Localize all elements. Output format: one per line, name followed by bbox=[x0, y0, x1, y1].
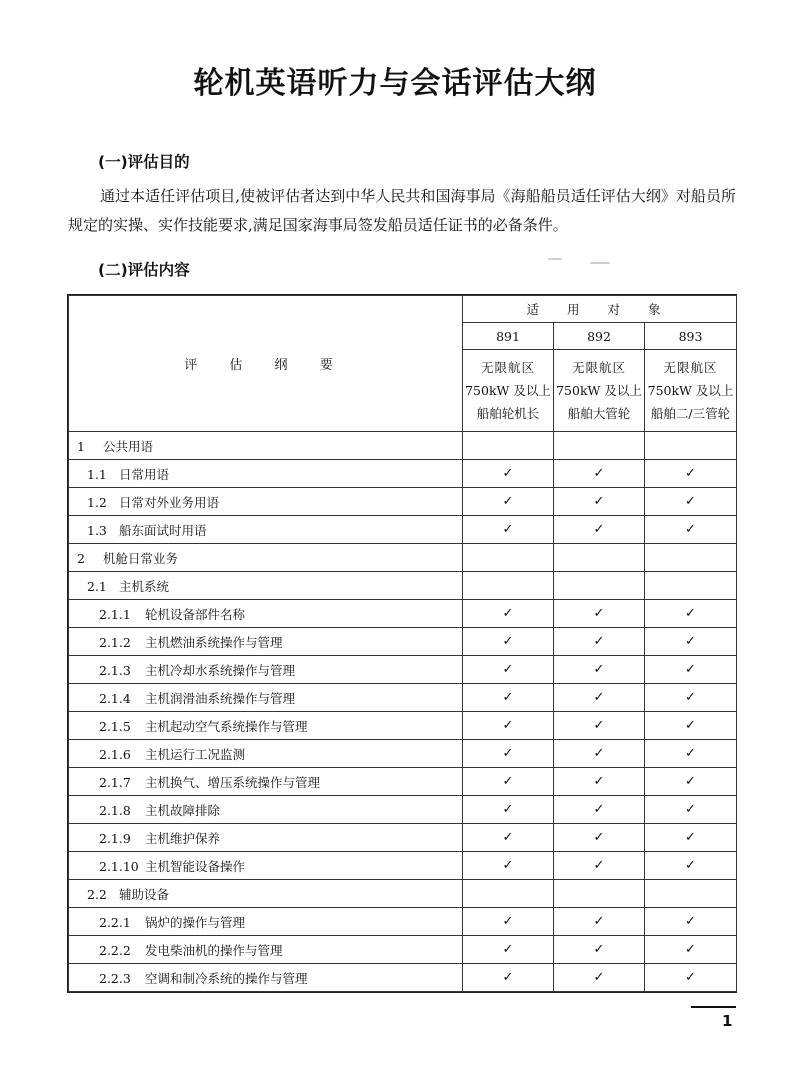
desc-line: 无限航区 bbox=[480, 360, 535, 375]
check-mark-icon: ✓ bbox=[685, 970, 696, 985]
outline-item-number: 2.1.7 bbox=[99, 774, 131, 790]
check-cell-891 bbox=[463, 908, 554, 936]
check-mark-icon: ✓ bbox=[502, 830, 514, 845]
check-cell-892 bbox=[554, 544, 645, 572]
outline-item-label: 发电柴油机的操作与管理 bbox=[145, 942, 283, 958]
check-mark-icon: ✓ bbox=[685, 662, 696, 677]
check-mark-icon: ✓ bbox=[593, 942, 605, 957]
check-mark-icon: ✓ bbox=[685, 522, 696, 537]
check-mark-icon: ✓ bbox=[502, 522, 514, 537]
table-row bbox=[69, 936, 737, 964]
check-cell-892 bbox=[554, 852, 645, 880]
outline-item bbox=[69, 880, 463, 908]
check-cell-893 bbox=[645, 460, 737, 488]
outline-item-number: 2.2 bbox=[87, 886, 107, 902]
check-cell-892 bbox=[554, 628, 645, 656]
check-cell-891 bbox=[463, 712, 554, 740]
check-cell-891 bbox=[463, 516, 554, 544]
check-cell-891 bbox=[463, 572, 554, 600]
check-cell-892 bbox=[554, 460, 645, 488]
check-mark-icon: ✓ bbox=[502, 858, 514, 873]
check-mark-icon: ✓ bbox=[502, 606, 514, 621]
outline-item-number: 1.3 bbox=[87, 522, 107, 538]
check-cell-891 bbox=[463, 852, 554, 880]
outline-item-number: 2.2.1 bbox=[99, 914, 131, 930]
check-cell-893 bbox=[645, 936, 737, 964]
outline-item bbox=[69, 908, 463, 936]
check-cell-891 bbox=[463, 936, 554, 964]
table-row bbox=[69, 628, 737, 656]
desc-line: 无限航区 bbox=[663, 360, 718, 375]
check-cell-892 bbox=[554, 796, 645, 824]
table-row bbox=[69, 712, 737, 740]
check-mark-icon: ✓ bbox=[502, 802, 514, 817]
check-cell-892 bbox=[554, 964, 645, 992]
check-cell-891 bbox=[463, 964, 554, 992]
table-row bbox=[69, 432, 737, 460]
section-heading-purpose: (一)评估目的 bbox=[98, 153, 190, 171]
table-row bbox=[69, 600, 737, 628]
check-mark-icon: ✓ bbox=[502, 942, 514, 957]
check-cell-893 bbox=[645, 712, 737, 740]
outline-item bbox=[69, 628, 463, 656]
check-mark-icon: ✓ bbox=[685, 802, 696, 817]
check-cell-893 bbox=[645, 964, 737, 992]
outline-item-label: 主机换气、增压系统操作与管理 bbox=[145, 774, 321, 790]
check-mark-icon: ✓ bbox=[593, 802, 605, 817]
table-body bbox=[69, 432, 737, 992]
column-code-893: 893 bbox=[645, 323, 737, 350]
check-cell-893 bbox=[645, 824, 737, 852]
outline-item-number: 1.1 bbox=[87, 466, 107, 482]
table-row bbox=[69, 852, 737, 880]
outline-item-number: 2.1.4 bbox=[99, 690, 131, 706]
check-mark-icon: ✓ bbox=[685, 774, 696, 789]
desc-line: 船舶轮机长 bbox=[476, 406, 540, 421]
column-desc-893 bbox=[645, 350, 737, 432]
check-cell-891 bbox=[463, 488, 554, 516]
outline-item-label: 主机运行工况监测 bbox=[145, 746, 246, 762]
outline-item bbox=[69, 936, 463, 964]
check-mark-icon: ✓ bbox=[685, 690, 696, 705]
outline-item bbox=[69, 460, 463, 488]
check-mark-icon: ✓ bbox=[502, 690, 514, 705]
outline-item-label: 公共用语 bbox=[103, 438, 154, 454]
outline-item bbox=[69, 768, 463, 796]
check-cell-893 bbox=[645, 768, 737, 796]
scan-speck bbox=[590, 262, 610, 264]
check-cell-893 bbox=[645, 488, 737, 516]
outline-item bbox=[69, 432, 463, 460]
outline-item-number: 2.1.3 bbox=[99, 662, 131, 678]
check-cell-892 bbox=[554, 572, 645, 600]
outline-item bbox=[69, 964, 463, 992]
check-mark-icon: ✓ bbox=[685, 830, 696, 845]
check-cell-891 bbox=[463, 684, 554, 712]
check-mark-icon: ✓ bbox=[685, 634, 696, 649]
check-cell-893 bbox=[645, 432, 737, 460]
outline-item-label: 锅炉的操作与管理 bbox=[145, 914, 246, 930]
check-mark-icon: ✓ bbox=[685, 914, 696, 929]
check-mark-icon: ✓ bbox=[593, 606, 605, 621]
check-cell-892 bbox=[554, 936, 645, 964]
outline-item-number: 2.1.5 bbox=[99, 718, 131, 734]
check-mark-icon: ✓ bbox=[685, 606, 696, 621]
check-cell-891 bbox=[463, 768, 554, 796]
applicable-header: 适 用 对 象 bbox=[463, 296, 737, 323]
check-cell-891 bbox=[463, 600, 554, 628]
outline-item-number: 2.1.6 bbox=[99, 746, 131, 762]
table-row bbox=[69, 460, 737, 488]
outline-item-label: 机舱日常业务 bbox=[103, 550, 179, 566]
check-cell-892 bbox=[554, 432, 645, 460]
table-row bbox=[69, 488, 737, 516]
check-cell-893 bbox=[645, 628, 737, 656]
check-mark-icon: ✓ bbox=[685, 718, 696, 733]
check-cell-893 bbox=[645, 656, 737, 684]
outline-item-label: 辅助设备 bbox=[119, 886, 170, 902]
check-cell-893 bbox=[645, 852, 737, 880]
desc-line: 750kW 及以上 bbox=[647, 383, 734, 398]
desc-line: 船舶二/三管轮 bbox=[650, 406, 731, 421]
outline-item-label: 主机系统 bbox=[119, 578, 170, 594]
check-cell-892 bbox=[554, 740, 645, 768]
check-cell-893 bbox=[645, 684, 737, 712]
check-cell-893 bbox=[645, 740, 737, 768]
table-row bbox=[69, 572, 737, 600]
check-cell-892 bbox=[554, 656, 645, 684]
outline-item-label: 主机起动空气系统操作与管理 bbox=[145, 718, 308, 734]
table-row bbox=[69, 656, 737, 684]
outline-item-number: 2 bbox=[77, 550, 85, 566]
check-cell-891 bbox=[463, 544, 554, 572]
table-row bbox=[69, 684, 737, 712]
check-mark-icon: ✓ bbox=[593, 718, 605, 733]
check-mark-icon: ✓ bbox=[502, 746, 514, 761]
page-number: 1 bbox=[722, 1012, 733, 1030]
column-desc-892 bbox=[554, 350, 645, 432]
outline-item bbox=[69, 600, 463, 628]
check-mark-icon: ✓ bbox=[593, 746, 605, 761]
check-mark-icon: ✓ bbox=[502, 970, 514, 985]
outline-item bbox=[69, 572, 463, 600]
check-mark-icon: ✓ bbox=[593, 522, 605, 537]
outline-item bbox=[69, 488, 463, 516]
check-mark-icon: ✓ bbox=[502, 634, 514, 649]
check-cell-893 bbox=[645, 796, 737, 824]
check-cell-891 bbox=[463, 796, 554, 824]
outline-item-number: 2.1 bbox=[87, 578, 107, 594]
check-cell-893 bbox=[645, 544, 737, 572]
check-mark-icon: ✓ bbox=[593, 466, 605, 481]
outline-item bbox=[69, 544, 463, 572]
check-mark-icon: ✓ bbox=[685, 494, 696, 509]
check-mark-icon: ✓ bbox=[685, 746, 696, 761]
outline-item-label: 空调和制冷系统的操作与管理 bbox=[145, 970, 308, 986]
check-cell-891 bbox=[463, 628, 554, 656]
outline-item bbox=[69, 684, 463, 712]
check-cell-892 bbox=[554, 908, 645, 936]
outline-item-label: 主机润滑油系统操作与管理 bbox=[145, 690, 296, 706]
check-mark-icon: ✓ bbox=[593, 774, 605, 789]
column-code-892: 892 bbox=[554, 323, 645, 350]
check-mark-icon: ✓ bbox=[593, 914, 605, 929]
outline-item-label: 主机维护保养 bbox=[145, 830, 221, 846]
outline-item bbox=[69, 712, 463, 740]
check-mark-icon: ✓ bbox=[593, 690, 605, 705]
check-mark-icon: ✓ bbox=[502, 718, 514, 733]
page-title: 轮机英语听力与会话评估大纲 bbox=[193, 66, 597, 101]
desc-line: 750kW 及以上 bbox=[465, 383, 551, 398]
outline-item-number: 2.2.2 bbox=[99, 942, 131, 958]
table-row bbox=[69, 880, 737, 908]
outline-item-number: 2.2.3 bbox=[99, 970, 131, 986]
purpose-paragraph: 通过本适任评估项目,使被评估者达到中华人民共和国海事局《海船船员适任评估大纲》对船员所规定的实操、实作技能要求,满足国家海事局签发船员适任证书的必备条件。 bbox=[68, 187, 736, 234]
check-cell-893 bbox=[645, 516, 737, 544]
check-mark-icon: ✓ bbox=[502, 466, 514, 481]
check-mark-icon: ✓ bbox=[593, 858, 605, 873]
desc-line: 750kW 及以上 bbox=[556, 383, 642, 398]
check-cell-892 bbox=[554, 712, 645, 740]
outline-item-label: 日常用语 bbox=[119, 466, 170, 482]
check-cell-892 bbox=[554, 516, 645, 544]
check-mark-icon: ✓ bbox=[593, 634, 605, 649]
outline-item-label: 主机冷却水系统操作与管理 bbox=[145, 662, 296, 678]
scan-speck bbox=[548, 258, 562, 260]
column-code-891: 891 bbox=[463, 323, 554, 350]
table-row bbox=[69, 824, 737, 852]
check-cell-892 bbox=[554, 600, 645, 628]
check-mark-icon: ✓ bbox=[593, 662, 605, 677]
check-cell-891 bbox=[463, 460, 554, 488]
check-mark-icon: ✓ bbox=[502, 494, 514, 509]
table-row bbox=[69, 796, 737, 824]
table-row bbox=[69, 964, 737, 992]
check-mark-icon: ✓ bbox=[502, 914, 514, 929]
table-row bbox=[69, 768, 737, 796]
check-cell-891 bbox=[463, 740, 554, 768]
outline-item-number: 2.1.2 bbox=[99, 634, 131, 650]
table-row bbox=[69, 544, 737, 572]
outline-item-label: 轮机设备部件名称 bbox=[145, 606, 246, 622]
check-cell-893 bbox=[645, 880, 737, 908]
outline-item-number: 2.1.9 bbox=[99, 830, 131, 846]
outline-item-label: 船东面试时用语 bbox=[119, 522, 207, 538]
outline-header: 评 估 纲 要 bbox=[69, 296, 463, 432]
column-desc-891 bbox=[463, 350, 554, 432]
outline-item bbox=[69, 852, 463, 880]
outline-item bbox=[69, 516, 463, 544]
check-cell-892 bbox=[554, 768, 645, 796]
outline-item-number: 2.1.1 bbox=[99, 606, 131, 622]
check-cell-892 bbox=[554, 684, 645, 712]
check-cell-891 bbox=[463, 432, 554, 460]
outline-item-label: 主机故障排除 bbox=[145, 802, 221, 818]
outline-item-label: 主机燃油系统操作与管理 bbox=[145, 634, 283, 650]
check-mark-icon: ✓ bbox=[685, 858, 696, 873]
check-cell-892 bbox=[554, 824, 645, 852]
outline-item bbox=[69, 740, 463, 768]
outline-item-number: 1 bbox=[77, 438, 85, 454]
desc-line: 船舶大管轮 bbox=[567, 406, 631, 421]
check-mark-icon: ✓ bbox=[593, 970, 605, 985]
check-cell-892 bbox=[554, 880, 645, 908]
outline-item-label: 主机智能设备操作 bbox=[145, 858, 246, 874]
table-row bbox=[69, 740, 737, 768]
assessment-table bbox=[67, 294, 737, 993]
outline-item-number: 2.1.8 bbox=[99, 802, 131, 818]
check-mark-icon: ✓ bbox=[593, 494, 605, 509]
check-mark-icon: ✓ bbox=[685, 942, 696, 957]
desc-line: 无限航区 bbox=[571, 360, 626, 375]
check-mark-icon: ✓ bbox=[685, 466, 696, 481]
check-cell-892 bbox=[554, 488, 645, 516]
table-row bbox=[69, 516, 737, 544]
check-cell-891 bbox=[463, 880, 554, 908]
outline-item-label: 日常对外业务用语 bbox=[119, 494, 220, 510]
check-cell-893 bbox=[645, 600, 737, 628]
check-mark-icon: ✓ bbox=[502, 774, 514, 789]
check-cell-891 bbox=[463, 656, 554, 684]
check-mark-icon: ✓ bbox=[593, 830, 605, 845]
check-cell-893 bbox=[645, 572, 737, 600]
section-heading-content: (二)评估内容 bbox=[98, 261, 190, 279]
outline-item-number: 2.1.10 bbox=[99, 858, 139, 874]
table-row bbox=[69, 908, 737, 936]
check-cell-893 bbox=[645, 908, 737, 936]
outline-item bbox=[69, 796, 463, 824]
outline-item-number: 1.2 bbox=[87, 494, 107, 510]
outline-item bbox=[69, 824, 463, 852]
check-cell-891 bbox=[463, 824, 554, 852]
outline-item bbox=[69, 656, 463, 684]
footer-rule bbox=[691, 1006, 736, 1008]
check-mark-icon: ✓ bbox=[502, 662, 514, 677]
